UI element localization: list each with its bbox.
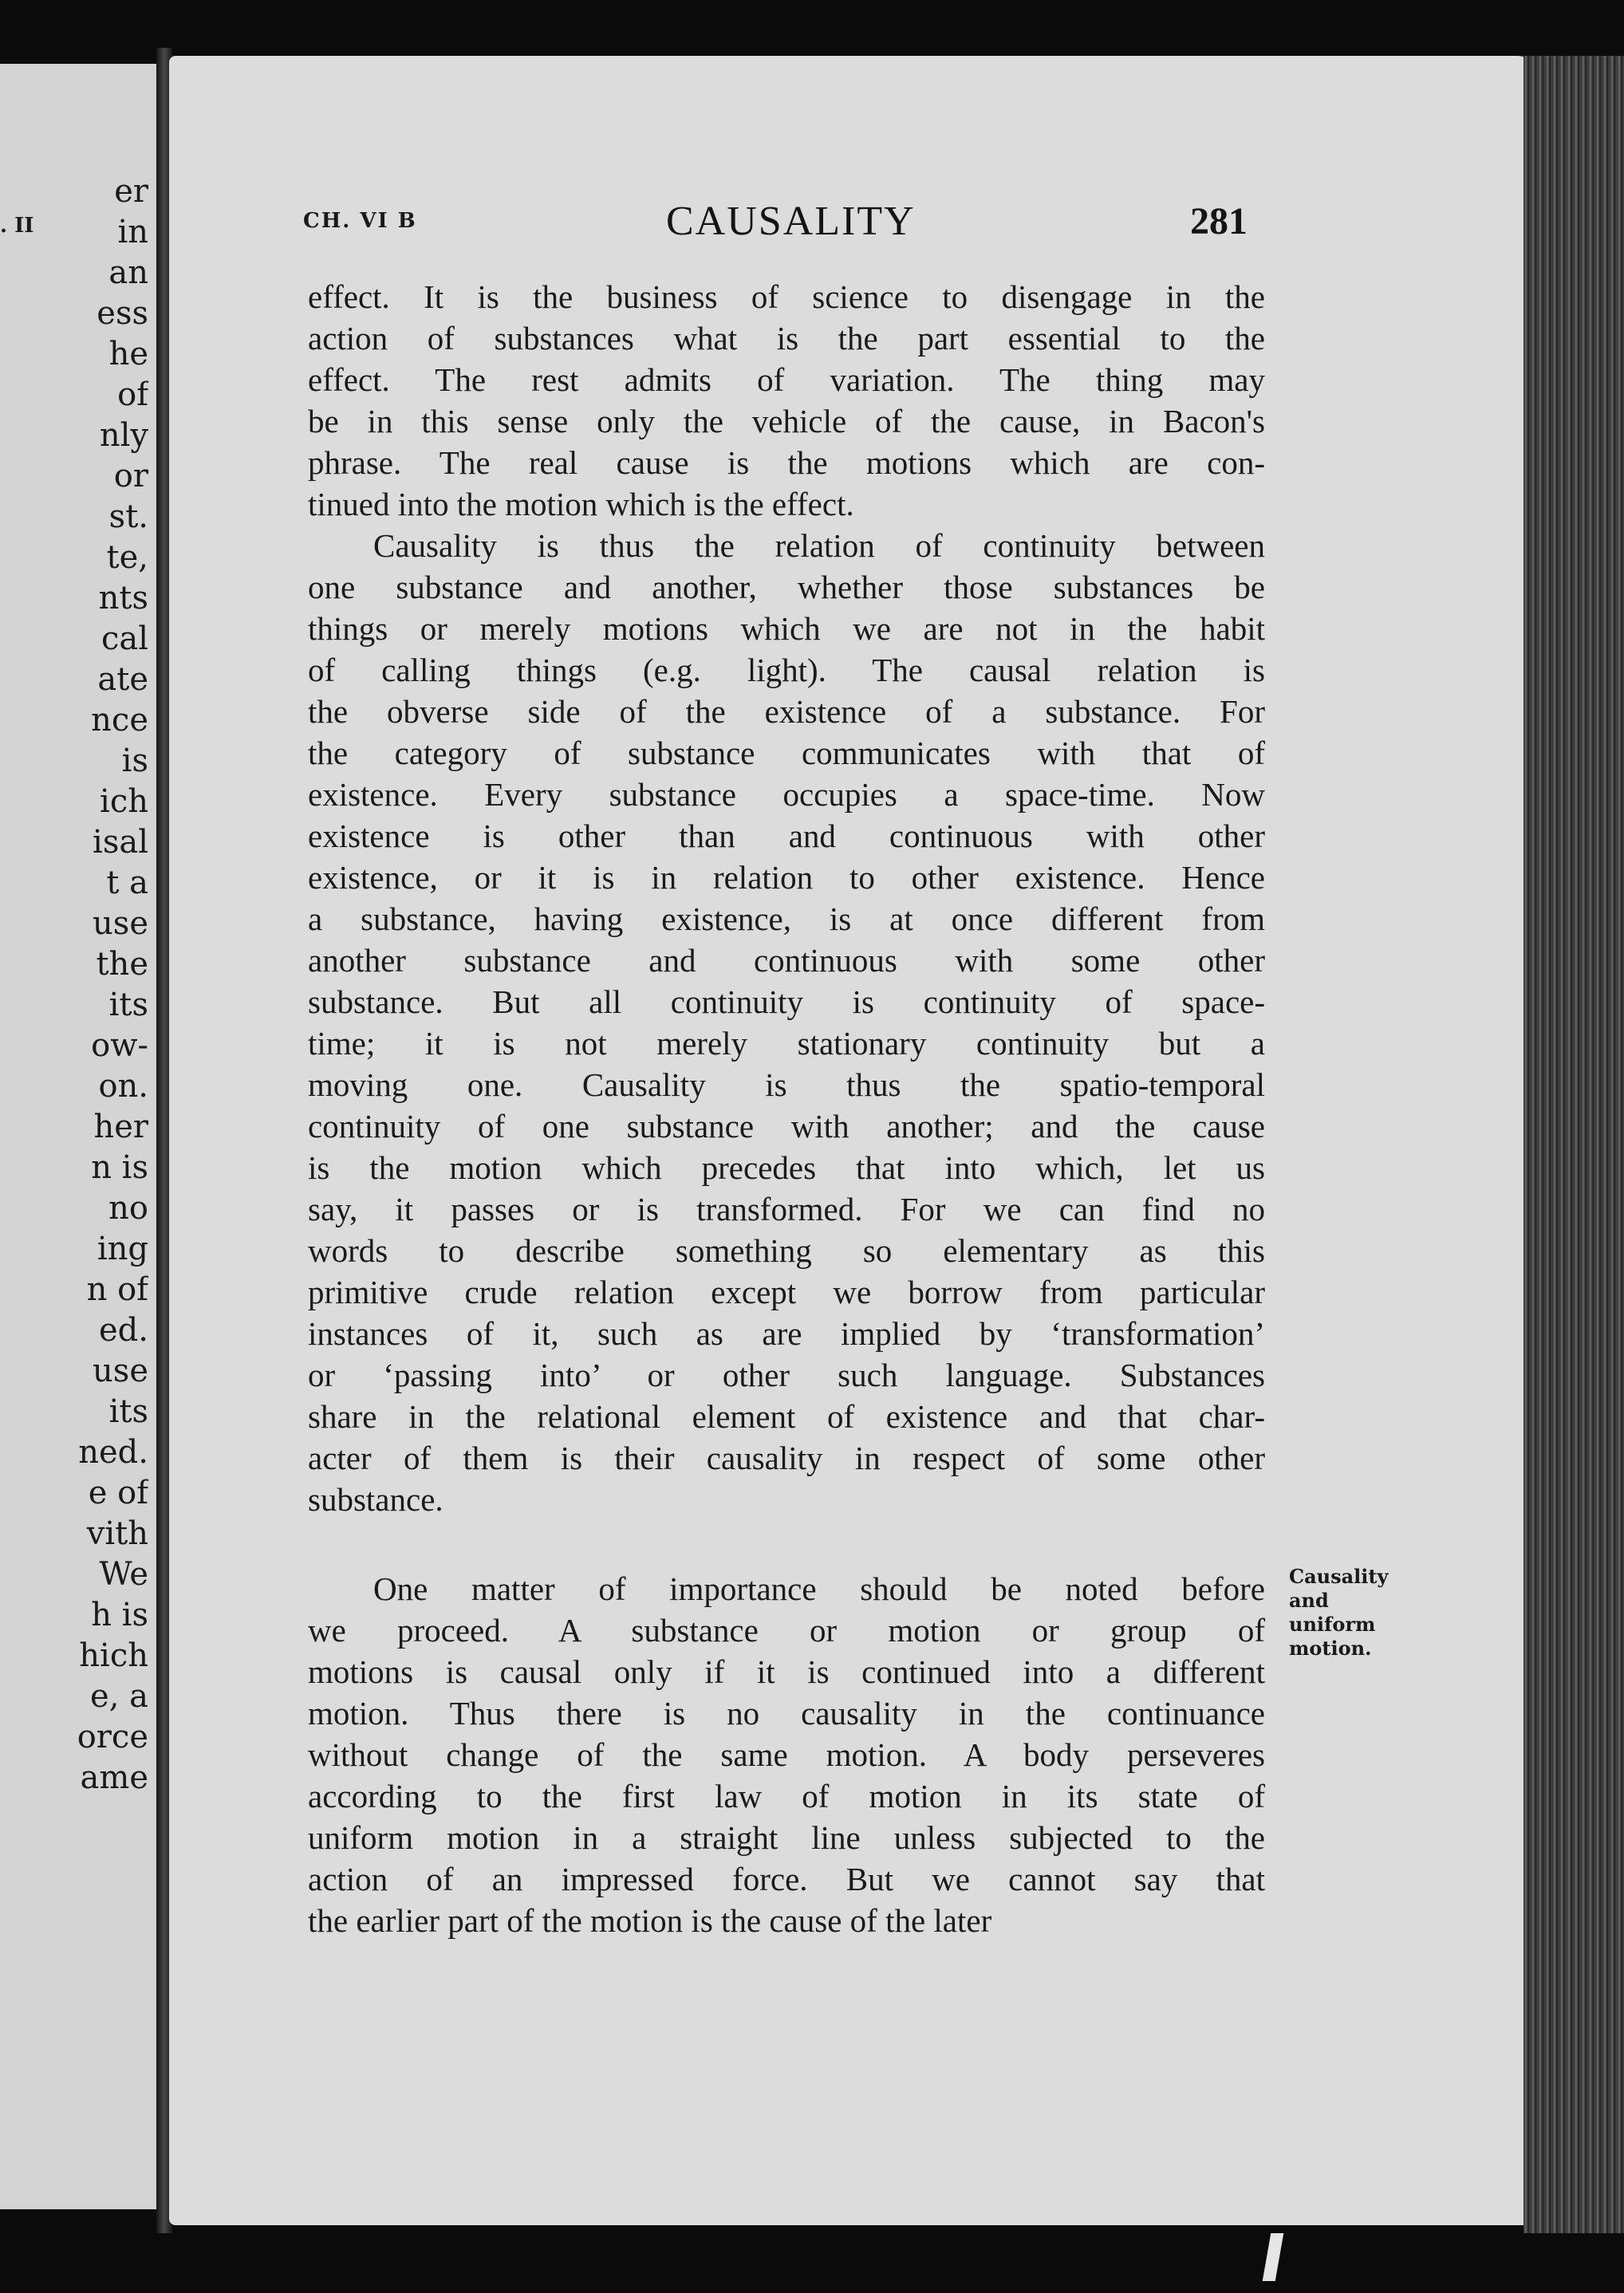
text-line: existence, or it is in relation to other existence. Hence — [308, 859, 1265, 896]
facing-page-fragment: ing — [97, 1231, 148, 1267]
facing-page-fragment: te, — [106, 539, 148, 576]
facing-page-fragment: orce — [77, 1719, 148, 1755]
text-line: motions is causal only if it is continued into a different — [308, 1653, 1265, 1690]
facing-page-fragment: on. — [98, 1068, 148, 1105]
text-line: One matter of importance should be noted before — [373, 1570, 1265, 1607]
facing-page-fragment: he — [108, 336, 148, 372]
text-line: according to the first law of motion in its state of — [308, 1778, 1265, 1814]
text-line: things or merely motions which we are not in the habit — [308, 610, 1265, 647]
facing-page-fragment: her — [93, 1109, 148, 1145]
facing-page-fragment: ned. — [78, 1434, 148, 1471]
facing-page-fragment: vith — [86, 1515, 148, 1552]
text-line: is the motion which precedes that into which, let us — [308, 1149, 1265, 1186]
text-line: instances of it, such as are implied by ‘transformation’ — [308, 1315, 1265, 1352]
facing-page-fragment: ame — [80, 1759, 148, 1796]
facing-page-header: . II — [0, 214, 34, 238]
text-line: without change of the same motion. A body perseveres — [308, 1736, 1265, 1773]
facing-page-fragment: hich — [79, 1637, 148, 1674]
facing-page-fragment: ed. — [99, 1312, 148, 1349]
text-line: motion. Thus there is no causality in the continuance — [308, 1695, 1265, 1732]
text-line: tinued into the motion which is the effect. — [308, 486, 854, 522]
facing-page-fragment: e of — [88, 1475, 148, 1511]
facing-page-fragment: cal — [101, 621, 148, 657]
facing-page-fragment: isal — [93, 824, 148, 861]
text-line: primitive crude relation except we borrow from particular — [308, 1274, 1265, 1310]
text-line: the earlier part of the motion is the cause of the later — [308, 1902, 992, 1939]
text-line: existence. Every substance occupies a space-time. Now — [308, 776, 1265, 813]
facing-page-fragment: er — [114, 173, 148, 210]
text-line: share in the relational element of existence and that char- — [308, 1398, 1265, 1435]
text-line: say, it passes or is transformed. For we can find no — [308, 1191, 1265, 1227]
facing-page-fragment: use — [93, 1353, 148, 1389]
text-line: moving one. Causality is thus the spatio-temporal — [308, 1066, 1265, 1103]
running-head-chapter: CH. VI B — [303, 209, 417, 233]
text-line: existence is other than and continuous with other — [308, 818, 1265, 854]
margin-note-line: uniform — [1289, 1613, 1376, 1636]
facing-page-fragment: in — [117, 214, 148, 250]
page-edges — [1523, 56, 1624, 2233]
text-line: be in this sense only the vehicle of the cause, in Bacon's — [308, 403, 1265, 439]
facing-page-fragment: the — [96, 946, 148, 983]
facing-page-fragment: We — [99, 1556, 148, 1593]
section-gap — [308, 1520, 1265, 1568]
text-line: one substance and another, whether those substances be — [308, 569, 1265, 605]
text-line: uniform motion in a straight line unless subjected to the — [308, 1819, 1265, 1856]
text-line: acter of them is their causality in respect of some other — [308, 1440, 1265, 1476]
text-line: another substance and continuous with some other — [308, 942, 1265, 979]
facing-page-fragment: an — [108, 254, 148, 291]
text-line: the obverse side of the existence of a substance. For — [308, 693, 1265, 730]
text-line: the category of substance communicates with that of — [308, 735, 1265, 771]
facing-page-fragment: nts — [98, 580, 148, 617]
facing-page-fragment: its — [108, 987, 148, 1023]
facing-page-fragment: or — [113, 458, 148, 494]
facing-page-fragment: n of — [86, 1271, 148, 1308]
body-text — [308, 276, 1265, 1941]
facing-page-fragment: is — [121, 743, 148, 779]
page-number: 281 — [1190, 200, 1248, 242]
text-line: time; it is not merely stationary continuity but a — [308, 1025, 1265, 1062]
facing-page-fragment: ate — [97, 661, 148, 698]
margin-note-line: Causality — [1289, 1565, 1389, 1588]
text-line: of calling things (e.g. light). The causal relation is — [308, 652, 1265, 688]
text-line: action of an impressed force. But we cannot say that — [308, 1861, 1265, 1897]
text-line: substance. — [308, 1481, 443, 1518]
margin-note-line: and — [1289, 1589, 1329, 1612]
text-line: action of substances what is the part essential to the — [308, 320, 1265, 357]
paragraph-2 — [308, 525, 1265, 1520]
text-line: we proceed. A substance or motion or group of — [308, 1612, 1265, 1649]
paragraph-1 — [308, 276, 1265, 525]
text-line: effect. The rest admits of variation. The thing may — [308, 361, 1265, 398]
facing-page-fragment: nly — [99, 417, 148, 454]
facing-page-text-fragments — [0, 171, 148, 1799]
facing-page-fragment: use — [93, 905, 148, 942]
facing-page-fragment: its — [108, 1393, 148, 1430]
text-line: effect. It is the business of science to disengage in the — [308, 278, 1265, 315]
text-line: Causality is thus the relation of continuity between — [373, 527, 1265, 564]
facing-page-fragment: ow- — [91, 1027, 148, 1064]
facing-page-fragment: of — [117, 376, 148, 413]
text-line: words to describe something so elementary as this — [308, 1232, 1265, 1269]
facing-page-fragment: st. — [108, 498, 148, 535]
facing-page-fragment: e, a — [90, 1678, 148, 1715]
margin-note — [1289, 1565, 1401, 1661]
facing-page-fragment: h is — [91, 1597, 148, 1633]
text-line: substance. But all continuity is continuity of space- — [308, 983, 1265, 1020]
margin-note-line: motion. — [1289, 1637, 1372, 1660]
facing-page-fragment: t a — [106, 865, 148, 901]
scan-artifact — [1263, 2233, 1284, 2281]
facing-page-fragment: ess — [97, 295, 148, 332]
running-head-title: CAUSALITY — [666, 199, 916, 244]
paragraph-3 — [308, 1568, 1265, 1941]
text-line: phrase. The real cause is the motions which are con- — [308, 444, 1265, 481]
text-line: continuity of one substance with another; and the cause — [308, 1108, 1265, 1145]
facing-page-fragment: no — [108, 1190, 148, 1227]
text-line: a substance, having existence, is at once different from — [308, 900, 1265, 937]
facing-page-fragment: n is — [91, 1149, 148, 1186]
facing-page-fragment: nce — [91, 702, 148, 739]
facing-page-fragment: ich — [100, 783, 148, 820]
text-line: or ‘passing into’ or other such language. Substances — [308, 1357, 1265, 1393]
